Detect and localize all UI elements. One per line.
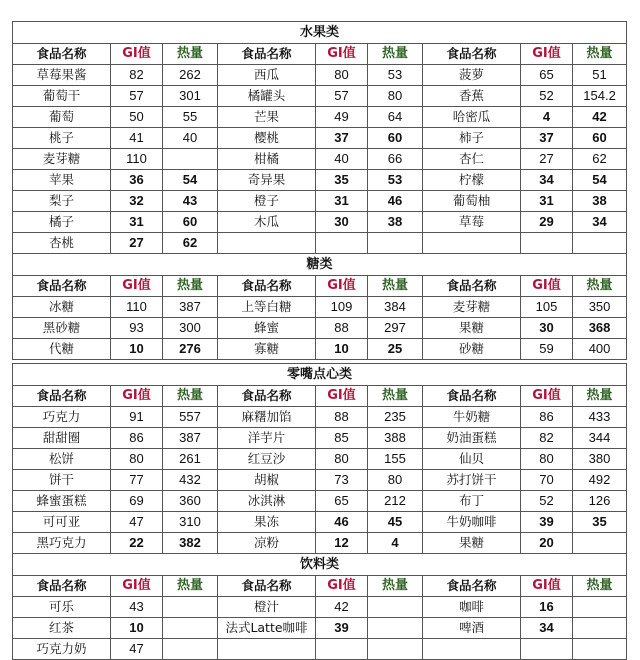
food-name-cell: 香蕉 [423, 86, 521, 107]
header-gi: GI值 [521, 44, 573, 65]
calorie-value-cell: 46 [368, 191, 423, 212]
food-name-cell: 蜂蜜蛋糕 [13, 491, 111, 512]
header-gi: GI值 [111, 276, 163, 297]
header-food-name: 食品名称 [218, 386, 316, 407]
gi-value-cell: 77 [111, 470, 163, 491]
calorie-value-cell [368, 618, 423, 639]
table-fruit-sugar [12, 21, 627, 360]
table-row [13, 128, 627, 149]
table-row [13, 407, 627, 428]
gi-value-cell: 35 [316, 170, 368, 191]
food-name-cell: 果冻 [218, 512, 316, 533]
header-food-name: 食品名称 [423, 576, 521, 597]
food-name-cell: 草莓 [423, 212, 521, 233]
calorie-value-cell: 38 [368, 212, 423, 233]
gi-value-cell: 30 [521, 318, 573, 339]
food-name-cell: 草莓果酱 [13, 65, 111, 86]
gi-value-cell: 105 [521, 297, 573, 318]
gi-value-cell: 110 [111, 297, 163, 318]
calorie-value-cell [573, 618, 627, 639]
calorie-value-cell: 4 [368, 533, 423, 554]
header-calories: 热量 [573, 386, 627, 407]
section-title-row [13, 254, 627, 276]
calorie-value-cell: 235 [368, 407, 423, 428]
header-calories: 热量 [163, 576, 218, 597]
header-food-name: 食品名称 [13, 386, 111, 407]
food-name-cell: 牛奶咖啡 [423, 512, 521, 533]
calorie-value-cell: 433 [573, 407, 627, 428]
table-row [13, 191, 627, 212]
gi-value-cell: 80 [316, 449, 368, 470]
gi-value-cell: 49 [316, 107, 368, 128]
gi-value-cell [521, 233, 573, 254]
gi-value-cell [316, 639, 368, 660]
calorie-value-cell: 43 [163, 191, 218, 212]
food-name-cell: 奇异果 [218, 170, 316, 191]
header-gi: GI值 [111, 386, 163, 407]
calorie-value-cell: 360 [163, 491, 218, 512]
calorie-value-cell [573, 597, 627, 618]
header-calories: 热量 [368, 386, 423, 407]
header-gi: GI值 [111, 576, 163, 597]
header-food-name: 食品名称 [13, 576, 111, 597]
header-calories: 热量 [573, 276, 627, 297]
food-name-cell: 可乐 [13, 597, 111, 618]
table-row [13, 212, 627, 233]
header-gi: GI值 [316, 386, 368, 407]
calorie-value-cell: 297 [368, 318, 423, 339]
food-name-cell: 甜甜圈 [13, 428, 111, 449]
calorie-value-cell: 66 [368, 149, 423, 170]
header-gi: GI值 [521, 576, 573, 597]
gi-value-cell [316, 233, 368, 254]
calorie-value-cell: 301 [163, 86, 218, 107]
calorie-value-cell: 80 [368, 470, 423, 491]
gi-value-cell: 30 [316, 212, 368, 233]
food-name-cell: 咖啡 [423, 597, 521, 618]
calorie-value-cell: 54 [573, 170, 627, 191]
calorie-value-cell: 368 [573, 318, 627, 339]
food-name-cell: 樱桃 [218, 128, 316, 149]
header-calories: 热量 [368, 44, 423, 65]
food-name-cell: 洋芋片 [218, 428, 316, 449]
gi-value-cell: 86 [111, 428, 163, 449]
calorie-value-cell: 62 [573, 149, 627, 170]
gi-value-cell: 47 [111, 512, 163, 533]
calorie-value-cell: 212 [368, 491, 423, 512]
calorie-value-cell: 64 [368, 107, 423, 128]
calorie-value-cell: 400 [573, 339, 627, 360]
gi-value-cell: 69 [111, 491, 163, 512]
header-calories: 热量 [163, 386, 218, 407]
gi-value-cell: 46 [316, 512, 368, 533]
gi-value-cell: 88 [316, 407, 368, 428]
header-calories: 热量 [368, 276, 423, 297]
calorie-value-cell: 40 [163, 128, 218, 149]
food-name-cell: 麦芽糖 [13, 149, 111, 170]
calorie-value-cell: 380 [573, 449, 627, 470]
section-title: 糖类 [13, 254, 627, 276]
food-name-cell: 麻糬加馅 [218, 407, 316, 428]
header-gi: GI值 [316, 576, 368, 597]
food-name-cell: 黑砂糖 [13, 318, 111, 339]
calorie-value-cell: 80 [368, 86, 423, 107]
gi-value-cell: 40 [316, 149, 368, 170]
header-food-name: 食品名称 [13, 44, 111, 65]
calorie-value-cell: 60 [573, 128, 627, 149]
header-food-name: 食品名称 [218, 44, 316, 65]
calorie-value-cell: 300 [163, 318, 218, 339]
header-food-name: 食品名称 [423, 386, 521, 407]
gi-value-cell: 31 [316, 191, 368, 212]
table-row [13, 597, 627, 618]
calorie-value-cell: 60 [163, 212, 218, 233]
food-name-cell: 果糖 [423, 318, 521, 339]
table-row [13, 491, 627, 512]
food-name-cell: 葡萄柚 [423, 191, 521, 212]
calorie-value-cell [368, 639, 423, 660]
food-name-cell: 仙贝 [423, 449, 521, 470]
food-name-cell: 啤酒 [423, 618, 521, 639]
table-row [13, 512, 627, 533]
calorie-value-cell [573, 639, 627, 660]
calorie-value-cell: 60 [368, 128, 423, 149]
gi-value-cell: 57 [111, 86, 163, 107]
calorie-value-cell: 126 [573, 491, 627, 512]
food-name-cell: 柿子 [423, 128, 521, 149]
gi-value-cell: 39 [521, 512, 573, 533]
food-name-cell: 梨子 [13, 191, 111, 212]
food-name-cell: 麦芽糖 [423, 297, 521, 318]
table-row [13, 339, 627, 360]
food-name-cell: 牛奶糖 [423, 407, 521, 428]
calorie-value-cell: 262 [163, 65, 218, 86]
gi-value-cell: 80 [521, 449, 573, 470]
gi-value-cell: 41 [111, 128, 163, 149]
gi-value-cell: 31 [111, 212, 163, 233]
gi-value-cell: 88 [316, 318, 368, 339]
food-name-cell: 胡椒 [218, 470, 316, 491]
header-gi: GI值 [316, 44, 368, 65]
food-name-cell: 代糖 [13, 339, 111, 360]
table-row [13, 318, 627, 339]
food-name-cell: 上等白糖 [218, 297, 316, 318]
calorie-value-cell: 55 [163, 107, 218, 128]
gi-value-cell: 39 [316, 618, 368, 639]
table-row [13, 170, 627, 191]
food-name-cell: 红茶 [13, 618, 111, 639]
table-row [13, 65, 627, 86]
food-name-cell: 黑巧克力 [13, 533, 111, 554]
gi-value-cell: 70 [521, 470, 573, 491]
food-name-cell: 橘子 [13, 212, 111, 233]
header-gi: GI值 [111, 44, 163, 65]
calorie-value-cell: 387 [163, 297, 218, 318]
gi-value-cell: 36 [111, 170, 163, 191]
food-name-cell: 饼干 [13, 470, 111, 491]
gi-value-cell: 22 [111, 533, 163, 554]
food-name-cell: 冰糖 [13, 297, 111, 318]
food-name-cell [218, 233, 316, 254]
gi-value-cell: 52 [521, 86, 573, 107]
food-name-cell: 巧克力奶 [13, 639, 111, 660]
section-title-row [13, 22, 627, 44]
calorie-value-cell: 34 [573, 212, 627, 233]
calorie-value-cell: 25 [368, 339, 423, 360]
calorie-value-cell: 38 [573, 191, 627, 212]
column-header-row [13, 276, 627, 297]
header-gi: GI值 [316, 276, 368, 297]
gi-value-cell: 12 [316, 533, 368, 554]
table-row [13, 149, 627, 170]
gi-value-cell: 10 [316, 339, 368, 360]
food-name-cell: 砂糖 [423, 339, 521, 360]
gi-value-cell [521, 639, 573, 660]
table-row [13, 233, 627, 254]
calorie-value-cell: 62 [163, 233, 218, 254]
header-gi: GI值 [521, 276, 573, 297]
gi-value-cell: 82 [111, 65, 163, 86]
header-gi: GI值 [521, 386, 573, 407]
food-name-cell: 橙子 [218, 191, 316, 212]
calorie-value-cell: 387 [163, 428, 218, 449]
gi-value-cell: 4 [521, 107, 573, 128]
header-calories: 热量 [163, 44, 218, 65]
table-snack-drink [12, 363, 627, 660]
calorie-value-cell: 557 [163, 407, 218, 428]
food-name-cell: 苏打饼干 [423, 470, 521, 491]
gi-value-cell: 57 [316, 86, 368, 107]
section-title: 饮料类 [13, 554, 627, 576]
food-name-cell: 寡糖 [218, 339, 316, 360]
gi-value-cell: 85 [316, 428, 368, 449]
gi-value-cell: 59 [521, 339, 573, 360]
food-name-cell [218, 639, 316, 660]
food-name-cell: 凉粉 [218, 533, 316, 554]
column-header-row [13, 576, 627, 597]
header-food-name: 食品名称 [218, 276, 316, 297]
food-name-cell [423, 233, 521, 254]
gi-value-cell: 32 [111, 191, 163, 212]
calorie-value-cell: 42 [573, 107, 627, 128]
table-row [13, 533, 627, 554]
table-row [13, 449, 627, 470]
calorie-value-cell: 155 [368, 449, 423, 470]
gi-value-cell: 10 [111, 618, 163, 639]
calorie-value-cell: 53 [368, 65, 423, 86]
table-row [13, 618, 627, 639]
calorie-value-cell: 350 [573, 297, 627, 318]
table-row [13, 639, 627, 660]
gi-value-cell: 93 [111, 318, 163, 339]
food-name-cell: 菠萝 [423, 65, 521, 86]
calorie-value-cell: 432 [163, 470, 218, 491]
header-calories: 热量 [573, 576, 627, 597]
calorie-value-cell [163, 597, 218, 618]
food-name-cell: 西瓜 [218, 65, 316, 86]
gi-value-cell: 80 [111, 449, 163, 470]
gi-value-cell: 52 [521, 491, 573, 512]
header-food-name: 食品名称 [218, 576, 316, 597]
calorie-value-cell [163, 618, 218, 639]
calorie-value-cell: 382 [163, 533, 218, 554]
gi-value-cell: 37 [521, 128, 573, 149]
food-name-cell [423, 639, 521, 660]
table-row [13, 470, 627, 491]
food-name-cell: 杏仁 [423, 149, 521, 170]
calorie-value-cell: 54 [163, 170, 218, 191]
calorie-value-cell [368, 597, 423, 618]
gi-value-cell: 10 [111, 339, 163, 360]
food-name-cell: 苹果 [13, 170, 111, 191]
header-food-name: 食品名称 [423, 44, 521, 65]
header-calories: 热量 [163, 276, 218, 297]
gi-value-cell: 109 [316, 297, 368, 318]
gi-value-cell: 31 [521, 191, 573, 212]
gi-value-cell: 27 [111, 233, 163, 254]
food-name-cell: 冰淇淋 [218, 491, 316, 512]
food-name-cell: 奶油蛋糕 [423, 428, 521, 449]
food-name-cell: 葡萄干 [13, 86, 111, 107]
header-calories: 热量 [573, 44, 627, 65]
food-name-cell: 红豆沙 [218, 449, 316, 470]
food-name-cell: 橘罐头 [218, 86, 316, 107]
column-header-row [13, 44, 627, 65]
food-name-cell: 布丁 [423, 491, 521, 512]
header-calories: 热量 [368, 576, 423, 597]
food-name-cell: 柠檬 [423, 170, 521, 191]
calorie-value-cell [163, 149, 218, 170]
gi-value-cell: 65 [521, 65, 573, 86]
calorie-value-cell: 35 [573, 512, 627, 533]
food-name-cell: 葡萄 [13, 107, 111, 128]
table-row [13, 86, 627, 107]
food-name-cell: 果糖 [423, 533, 521, 554]
header-food-name: 食品名称 [423, 276, 521, 297]
calorie-value-cell: 388 [368, 428, 423, 449]
food-name-cell: 蜂蜜 [218, 318, 316, 339]
gi-value-cell: 82 [521, 428, 573, 449]
food-name-cell: 杏桃 [13, 233, 111, 254]
column-header-row [13, 386, 627, 407]
calorie-value-cell: 261 [163, 449, 218, 470]
calorie-value-cell: 310 [163, 512, 218, 533]
food-name-cell: 哈密瓜 [423, 107, 521, 128]
calorie-value-cell [573, 533, 627, 554]
calorie-value-cell: 492 [573, 470, 627, 491]
header-food-name: 食品名称 [13, 276, 111, 297]
gi-value-cell: 20 [521, 533, 573, 554]
food-name-cell: 橙汁 [218, 597, 316, 618]
gi-value-cell: 34 [521, 170, 573, 191]
food-name-cell: 木瓜 [218, 212, 316, 233]
gi-value-cell: 47 [111, 639, 163, 660]
table-row [13, 107, 627, 128]
gi-value-cell: 29 [521, 212, 573, 233]
gi-value-cell: 16 [521, 597, 573, 618]
food-name-cell: 巧克力 [13, 407, 111, 428]
food-name-cell: 法式Latte咖啡 [218, 618, 316, 639]
gi-value-cell: 65 [316, 491, 368, 512]
gi-value-cell: 50 [111, 107, 163, 128]
table-row [13, 428, 627, 449]
calorie-value-cell: 344 [573, 428, 627, 449]
gi-value-cell: 80 [316, 65, 368, 86]
food-name-cell: 可可亚 [13, 512, 111, 533]
section-title: 水果类 [13, 22, 627, 44]
gi-value-cell: 27 [521, 149, 573, 170]
calorie-value-cell [573, 233, 627, 254]
section-title: 零嘴点心类 [13, 364, 627, 386]
gi-value-cell: 34 [521, 618, 573, 639]
gi-value-cell: 91 [111, 407, 163, 428]
calorie-value-cell: 53 [368, 170, 423, 191]
calorie-value-cell: 45 [368, 512, 423, 533]
calorie-value-cell: 154.2 [573, 86, 627, 107]
gi-value-cell: 43 [111, 597, 163, 618]
calorie-value-cell [368, 233, 423, 254]
calorie-value-cell: 51 [573, 65, 627, 86]
calorie-value-cell [163, 639, 218, 660]
gi-value-cell: 110 [111, 149, 163, 170]
gi-value-cell: 42 [316, 597, 368, 618]
table-row [13, 297, 627, 318]
food-name-cell: 芒果 [218, 107, 316, 128]
gi-value-cell: 86 [521, 407, 573, 428]
gi-value-cell: 73 [316, 470, 368, 491]
section-title-row [13, 364, 627, 386]
food-name-cell: 柑橘 [218, 149, 316, 170]
calorie-value-cell: 276 [163, 339, 218, 360]
calorie-value-cell: 384 [368, 297, 423, 318]
food-name-cell: 桃子 [13, 128, 111, 149]
food-name-cell: 松饼 [13, 449, 111, 470]
section-title-row [13, 554, 627, 576]
gi-value-cell: 37 [316, 128, 368, 149]
